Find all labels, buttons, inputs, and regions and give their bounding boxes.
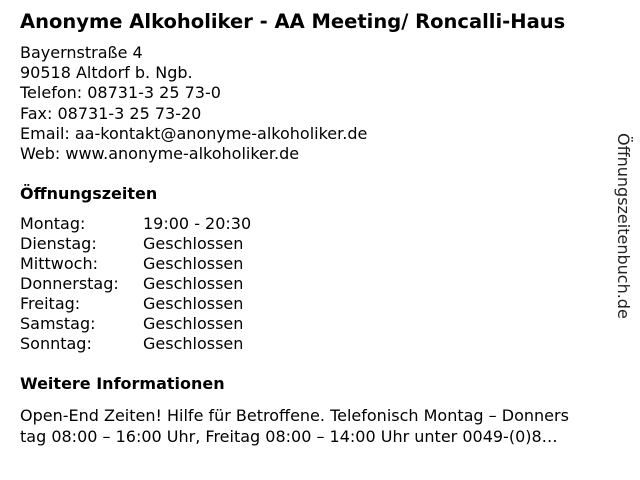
- contact-block: [20, 43, 367, 164]
- day-label: Dienstag:: [20, 234, 97, 253]
- day-label: Sonntag:: [20, 334, 92, 353]
- time-value: Geschlossen: [143, 314, 244, 333]
- time-value: Geschlossen: [143, 294, 244, 313]
- city-address: 90518 Altdorf b. Ngb.: [20, 63, 193, 83]
- site-watermark: Öffnungszeitenbuch.de: [614, 133, 633, 319]
- hours-row: [20, 294, 251, 314]
- hours-row: [20, 254, 251, 274]
- fax-number: Fax: 08731-3 25 73-20: [20, 103, 202, 123]
- hours-row: [20, 274, 251, 294]
- opening-hours-heading: Öffnungszeiten: [20, 184, 158, 203]
- street-address: Bayernstraße 4: [20, 43, 143, 62]
- time-value: Geschlossen: [143, 274, 244, 293]
- info-line: tag 08:00 – 16:00 Uhr, Freitag 08:00 – 14:00 Uhr unter 0049-(0)8…: [20, 427, 558, 446]
- hours-row: [20, 314, 251, 334]
- time-value: Geschlossen: [143, 254, 244, 273]
- email-address: Email: aa-kontakt@anonyme-alkoholiker.de: [20, 123, 368, 143]
- page-title: Anonyme Alkoholiker - AA Meeting/ Roncalli-Haus: [20, 10, 566, 33]
- hours-row: [20, 214, 251, 234]
- day-label: Samstag:: [20, 314, 96, 333]
- opening-hours-table: [20, 214, 251, 354]
- phone-number: Telefon: 08731-3 25 73-0: [20, 83, 221, 103]
- info-line: Open-End Zeiten! Hilfe für Betroffene. Telefonisch Montag – Donners: [20, 406, 569, 425]
- more-info-heading: Weitere Informationen: [20, 374, 225, 393]
- day-label: Donnerstag:: [20, 274, 119, 293]
- day-label: Montag:: [20, 214, 86, 233]
- time-value: 19:00 - 20:30: [143, 214, 252, 233]
- hours-row: [20, 334, 251, 354]
- day-label: Freitag:: [20, 294, 81, 313]
- website: Web: www.anonyme-alkoholiker.de: [20, 144, 300, 164]
- more-info-text: [20, 405, 620, 447]
- time-value: Geschlossen: [143, 234, 244, 253]
- hours-row: [20, 234, 251, 254]
- time-value: Geschlossen: [143, 334, 244, 353]
- day-label: Mittwoch:: [20, 254, 98, 273]
